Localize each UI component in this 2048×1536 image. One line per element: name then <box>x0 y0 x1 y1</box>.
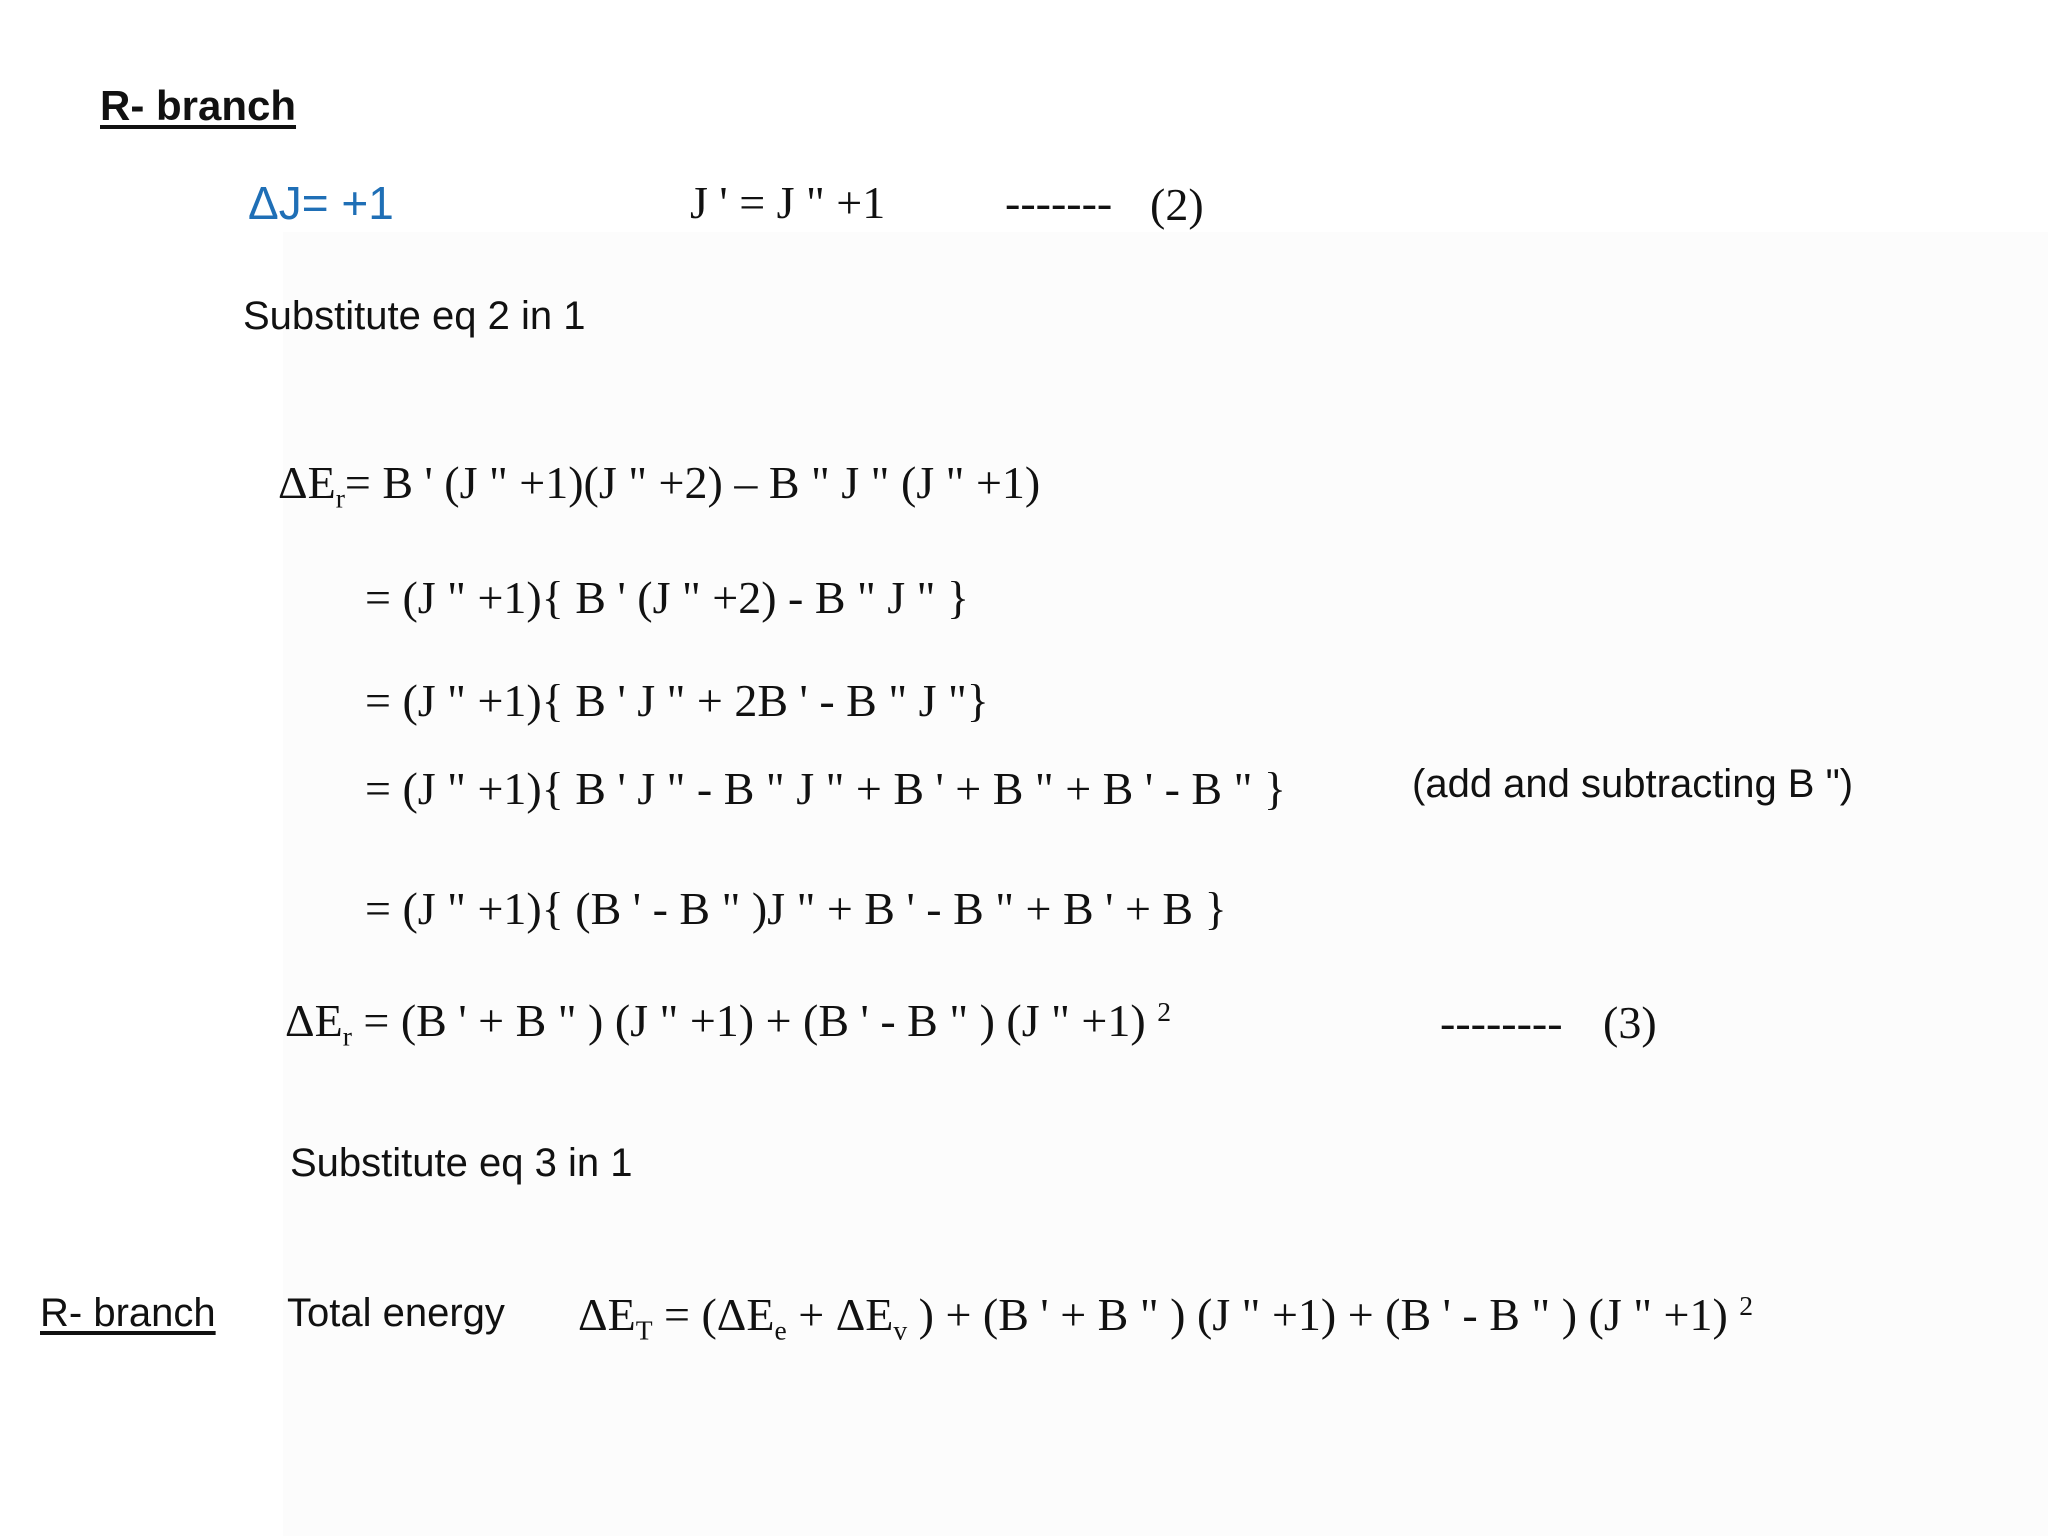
derivation-line-2: = (J " +1){ B ' (J " +2) - B " J " } <box>365 572 970 623</box>
line-1-rhs: = B ' (J " +1)(J " +2) – B " J " (J " +1) <box>344 457 1041 508</box>
derivation-note: (add and subtracting B ") <box>1412 762 1854 806</box>
subscript-r: r <box>335 482 345 514</box>
delta-e-t: ΔE <box>578 1289 636 1340</box>
subscript-t: T <box>635 1314 653 1346</box>
step-substitute-3-in-1: Substitute eq 3 in 1 <box>290 1141 633 1185</box>
step-substitute-2-in-1: Substitute eq 2 in 1 <box>243 294 586 338</box>
derivation-line-3: = (J " +1){ B ' J " + 2B ' - B " J "} <box>365 675 989 726</box>
subscript-v: v <box>893 1314 908 1346</box>
subscript-e: e <box>774 1314 787 1346</box>
rhs-rest: ) + (B ' + B " ) (J " +1) + (B ' - B " ) (J " +1) <box>907 1289 1740 1340</box>
derivation-line-6 <box>285 994 1171 1053</box>
derivation-line-4: = (J " +1){ B ' J " - B " J " + B ' + B " + B ' - B " } <box>365 763 1286 814</box>
rhs-mid: + ΔE <box>786 1289 894 1340</box>
total-energy-equation <box>578 1288 1753 1347</box>
delta-e-r: ΔE <box>285 995 343 1046</box>
section-heading: R- branch <box>100 82 297 129</box>
total-energy-label: Total energy <box>287 1291 505 1335</box>
result-branch-label: R- branch <box>40 1291 216 1335</box>
derivation-line-5: = (J " +1){ (B ' - B " )J " + B ' - B " + B ' + B } <box>365 883 1227 934</box>
eq-dashes: ------- <box>1005 177 1113 228</box>
exponent-2: 2 <box>1157 995 1171 1027</box>
delta-e-r: ΔE <box>278 457 336 508</box>
j-relation: J ' = J " +1 <box>690 177 886 228</box>
selection-rule: ΔJ= +1 <box>248 177 394 229</box>
eq-number-2: (2) <box>1150 179 1204 230</box>
line-6-rhs: = (B ' + B " ) (J " +1) + (B ' - B " ) (J " +1) <box>351 995 1158 1046</box>
derivation-line-1 <box>278 456 1040 515</box>
subscript-r: r <box>342 1020 352 1052</box>
eq-number-3: (3) <box>1603 997 1657 1048</box>
exponent-2: 2 <box>1739 1289 1754 1321</box>
rhs-open: = (ΔE <box>652 1289 775 1340</box>
eq-dashes-3: -------- <box>1440 997 1563 1048</box>
